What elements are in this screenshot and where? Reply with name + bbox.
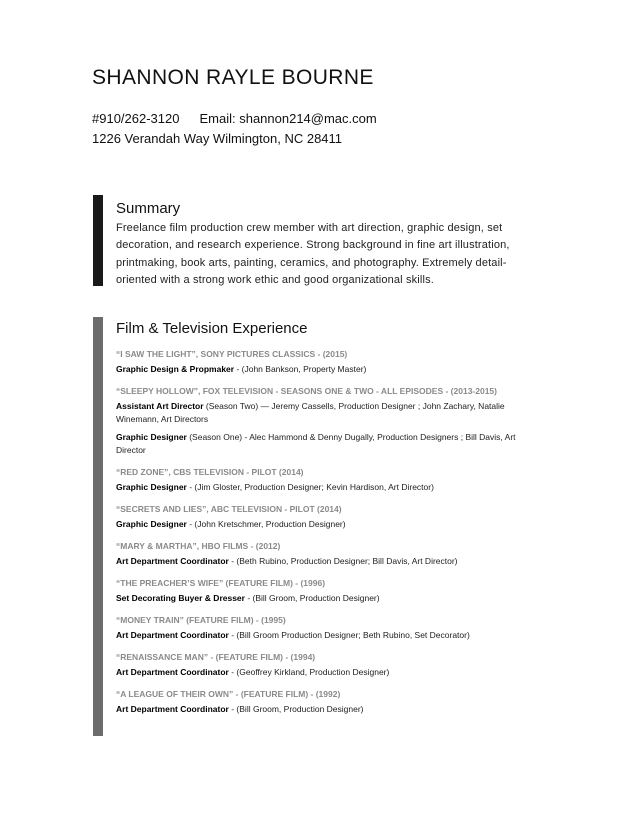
role-title: Graphic Designer: [116, 432, 187, 442]
experience-entry: [116, 688, 546, 716]
resume-name: SHANNON RAYLE BOURNE: [92, 66, 374, 89]
role-line: [116, 481, 546, 494]
role-title: Art Department Coordinator: [116, 704, 229, 714]
experience-entry: [116, 577, 546, 605]
entry-heading: “SLEEPY HOLLOW”, FOX TELEVISION - SEASONS ONE & TWO - ALL EPISODES - (2013-2015): [116, 386, 497, 396]
experience-entry: [116, 540, 546, 568]
role-line: [116, 518, 546, 531]
experience-entry: [116, 503, 546, 531]
role-details: - (John Bankson, Property Master): [234, 364, 367, 374]
contact-line-1: [92, 111, 377, 126]
entry-heading: “SECRETS AND LIES”, ABC TELEVISION - PILOT (2014): [116, 504, 342, 514]
entry-heading: “RENAISSANCE MAN” - (FEATURE FILM) - (1994): [116, 652, 316, 662]
role-details: - (Bill Groom, Production Designer): [228, 704, 364, 714]
role-title: Art Department Coordinator: [116, 667, 229, 677]
role-title: Graphic Designer: [116, 482, 187, 492]
email-address[interactable]: Email: shannon214@mac.com: [199, 111, 377, 126]
entry-heading: “MONEY TRAIN” (FEATURE FILM) - (1995): [116, 615, 286, 625]
summary-heading: Summary: [116, 200, 181, 217]
phone-number: #910/262-3120: [92, 111, 180, 126]
experience-entry: [116, 385, 546, 457]
role-title: Art Department Coordinator: [116, 556, 229, 566]
role-title: Art Department Coordinator: [116, 630, 229, 640]
entry-heading: “RED ZONE”, CBS TELEVISION - PILOT (2014): [116, 467, 304, 477]
role-details: - (John Kretschmer, Production Designer): [186, 519, 346, 529]
experience-entry: [116, 614, 546, 642]
summary-accent-bar: [93, 195, 103, 286]
role-line: [116, 555, 546, 568]
experience-entry: [116, 651, 546, 679]
entry-heading: “A LEAGUE OF THEIR OWN” - (FEATURE FILM) - (1992): [116, 689, 341, 699]
experience-accent-bar: [93, 317, 103, 736]
role-details: - (Bill Groom Production Designer; Beth Rubino, Set Decorator): [228, 630, 470, 640]
experience-entry: [116, 348, 546, 376]
role-title: Set Decorating Buyer & Dresser: [116, 593, 245, 603]
role-details: - (Beth Rubino, Production Designer; Bill Davis, Art Director): [228, 556, 458, 566]
role-title: Assistant Art Director: [116, 401, 204, 411]
role-line: [116, 363, 546, 376]
role-title: Graphic Designer: [116, 519, 187, 529]
entry-heading: “I SAW THE LIGHT”, SONY PICTURES CLASSICS - (2015): [116, 349, 348, 359]
role-title: Graphic Design & Propmaker: [116, 364, 235, 374]
role-line: [116, 431, 546, 457]
role-details: - (Geoffrey Kirkland, Production Designer): [228, 667, 390, 677]
role-details: - (Bill Groom, Production Designer): [244, 593, 380, 603]
role-details: (Season One) - Alec Hammond & Denny Dugally, Production Designers ; Bill Davis, Art Director: [116, 432, 516, 455]
role-line: [116, 400, 546, 426]
entry-heading: “THE PREACHER’S WIFE” (FEATURE FILM) - (1996): [116, 578, 326, 588]
mailing-address: 1226 Verandah Way Wilmington, NC 28411: [92, 131, 343, 146]
experience-heading: Film & Television Experience: [116, 320, 308, 337]
role-line: [116, 703, 546, 716]
role-details: (Season Two) — Jeremy Cassells, Production Designer ; John Zachary, Natalie Winemann, Art Directors: [116, 401, 505, 424]
role-details: - (Jim Gloster, Production Designer; Kevin Hardison, Art Director): [186, 482, 434, 492]
experience-list: [116, 348, 546, 725]
experience-entry: [116, 466, 546, 494]
summary-text: Freelance film production crew member with art direction, graphic design, set decoration, and research experience. Strong background in fine art illustration, printmaking, book arts, painting, ceramics, and photography. Extremely detail-oriented with a strong work ethic and good organizational skills.: [116, 222, 510, 286]
role-line: [116, 629, 546, 642]
role-line: [116, 592, 546, 605]
role-line: [116, 666, 546, 679]
entry-heading: “MARY & MARTHA”, HBO FILMS - (2012): [116, 541, 281, 551]
